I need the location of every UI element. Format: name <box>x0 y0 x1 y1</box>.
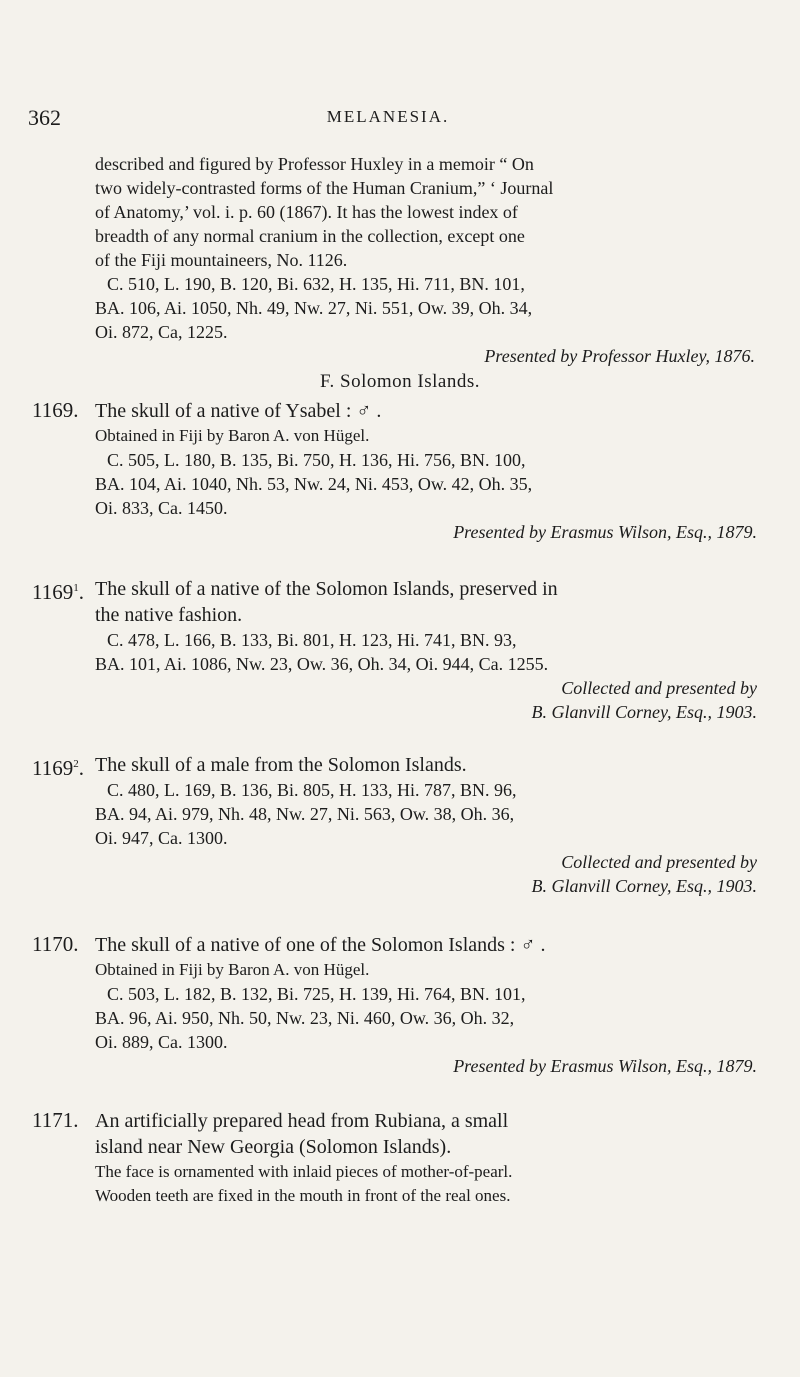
entry-title: The skull of a male from the Solomon Islands. <box>95 754 467 776</box>
entry-title: The skull of a native of the Solomon Islands, preserved in <box>95 578 558 600</box>
credit-line: B. Glanvill Corney, Esq., 1903. <box>531 876 757 896</box>
page-number: 362 <box>28 105 61 130</box>
intro-paragraph <box>95 152 755 368</box>
entry-note: Obtained in Fiji by Baron A. von Hügel. <box>95 960 370 979</box>
entry-number: 1169. <box>32 398 79 422</box>
measurement-line: Oi. 833, Ca. 1450. <box>95 498 228 518</box>
intro-line: of the Fiji mountaineers, No. 1126. <box>95 250 348 270</box>
page-header <box>28 105 748 137</box>
intro-line: of Anatomy,’ vol. i. p. 60 (1867). It has the lowest index of <box>95 202 518 222</box>
intro-line: breadth of any normal cranium in the collection, except one <box>95 226 525 246</box>
entry-number: 1170. <box>32 932 79 956</box>
entry-title: An artificially prepared head from Rubiana, a small <box>95 1110 509 1132</box>
section-heading: F. Solomon Islands. <box>320 371 480 392</box>
entry-title: The skull of a native of Ysabel : ♂ . <box>95 400 382 422</box>
measurement-line: Oi. 889, Ca. 1300. <box>95 1032 228 1052</box>
catalog-entry <box>32 576 757 724</box>
credit-line: Collected and presented by <box>561 678 757 698</box>
entry-number: 1171. <box>32 1108 79 1132</box>
credit-line: Presented by Erasmus Wilson, Esq., 1879. <box>453 522 757 542</box>
measurement-line: Oi. 947, Ca. 1300. <box>95 828 228 848</box>
measurement-line: C. 503, L. 182, B. 132, Bi. 725, H. 139, Hi. 764, BN. 101, <box>107 984 526 1004</box>
measurement-line: C. 478, L. 166, B. 133, Bi. 801, H. 123, Hi. 741, BN. 93, <box>107 630 517 650</box>
intro-line: two widely-contrasted forms of the Human Cranium,” ‘ Journal <box>95 178 554 198</box>
entry-note: Obtained in Fiji by Baron A. von Hügel. <box>95 426 370 445</box>
credit-line: Presented by Professor Huxley, 1876. <box>484 346 755 366</box>
catalog-entry <box>32 398 757 544</box>
entry-title: the native fashion. <box>95 604 243 626</box>
entry-number: 1169$^2$. <box>32 756 84 780</box>
credit-line: Collected and presented by <box>561 852 757 872</box>
entry-superscript: 2 <box>73 758 79 770</box>
credit-line: Presented by Erasmus Wilson, Esq., 1879. <box>453 1056 757 1076</box>
measurement-line: BA. 101, Ai. 1086, Nw. 23, Ow. 36, Oh. 34, Oi. 944, Ca. 1255. <box>95 654 549 674</box>
measurement-line: BA. 94, Ai. 979, Nh. 48, Nw. 27, Ni. 563, Ow. 38, Oh. 36, <box>95 804 515 824</box>
credit-line: B. Glanvill Corney, Esq., 1903. <box>531 702 757 722</box>
running-title: MELANESIA. <box>326 107 450 126</box>
entry-note: The face is ornamented with inlaid pieces of mother-of-pearl. <box>95 1162 513 1181</box>
measurement-line: BA. 104, Ai. 1040, Nh. 53, Nw. 24, Ni. 453, Ow. 42, Oh. 35, <box>95 474 533 494</box>
measurement-line: C. 510, L. 190, B. 120, Bi. 632, H. 135, Hi. 711, BN. 101, <box>107 274 525 294</box>
catalog-entry <box>32 932 757 1078</box>
measurement-line: BA. 96, Ai. 950, Nh. 50, Nw. 23, Ni. 460, Ow. 36, Oh. 32, <box>95 1008 515 1028</box>
measurement-line: BA. 106, Ai. 1050, Nh. 49, Nw. 27, Ni. 551, Ow. 39, Oh. 34, <box>95 298 533 318</box>
measurement-line: C. 505, L. 180, B. 135, Bi. 750, H. 136, Hi. 756, BN. 100, <box>107 450 526 470</box>
intro-line: described and figured by Professor Huxley in a memoir “ On <box>95 154 534 174</box>
measurement-line: Oi. 872, Ca, 1225. <box>95 322 228 342</box>
entry-title: island near New Georgia (Solomon Islands). <box>95 1136 452 1158</box>
catalog-entry <box>32 1108 757 1208</box>
entry-title: The skull of a native of one of the Solomon Islands : ♂ . <box>95 934 546 956</box>
catalog-entry <box>32 752 757 898</box>
entry-note: Wooden teeth are fixed in the mouth in front of the real ones. <box>95 1186 511 1205</box>
entry-superscript: 1 <box>73 582 79 594</box>
entry-number: 1169$^1$. <box>32 580 84 604</box>
measurement-line: C. 480, L. 169, B. 136, Bi. 805, H. 133, Hi. 787, BN. 96, <box>107 780 517 800</box>
